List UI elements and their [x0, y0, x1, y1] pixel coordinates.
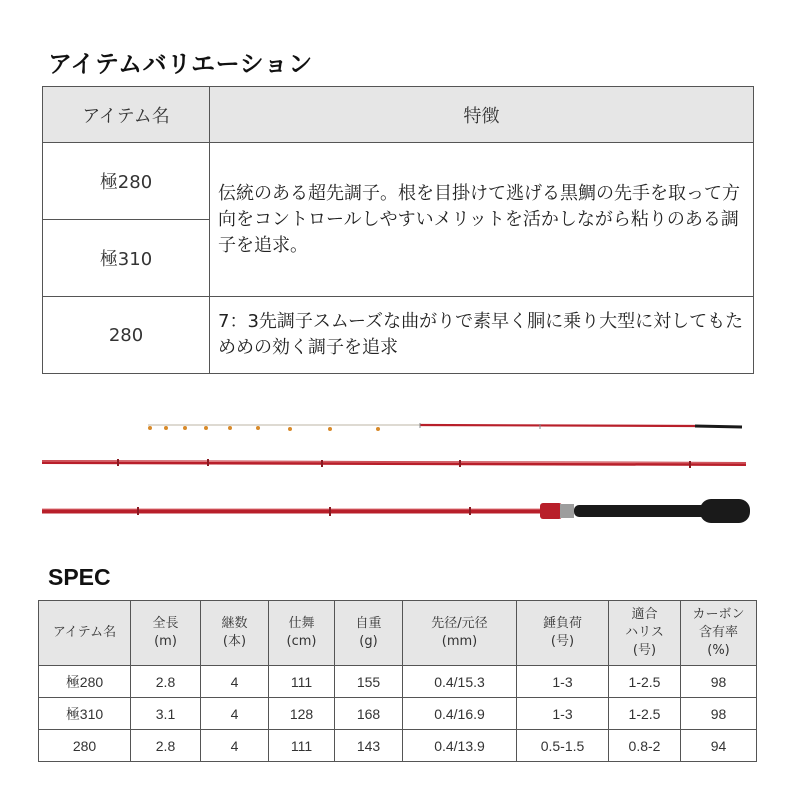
spec-header-row: [39, 601, 757, 666]
spec-cell: 98: [681, 666, 757, 698]
rod-tip-section: [148, 423, 742, 431]
variation-heading: アイテムバリエーション: [48, 50, 313, 78]
variation-row: [43, 143, 754, 220]
spec-cell: 0.4/16.9: [403, 698, 517, 730]
spec-header-closed-length: 仕舞 (cm): [269, 601, 335, 666]
item-name-header: アイテム名: [43, 87, 210, 143]
spec-cell: 0.8-2: [609, 730, 681, 762]
feature-header: 特徴: [210, 87, 754, 143]
variation-row: [43, 297, 754, 374]
spec-cell: 1-3: [517, 666, 609, 698]
variation-item-name: 極310: [43, 220, 210, 297]
spec-cell: 98: [681, 698, 757, 730]
variation-table: [42, 86, 754, 374]
spec-header-item-name: アイテム名: [39, 601, 131, 666]
spec-cell: 極310: [39, 698, 131, 730]
spec-cell: 1-2.5: [609, 698, 681, 730]
spec-cell: 168: [335, 698, 403, 730]
variation-feature-text: 7：3先調子スムーズな曲がりで素早く胴に乗り大型に対してもためめの効く調子を追求: [210, 297, 754, 374]
spec-header-diameter: 先径/元径 (mm): [403, 601, 517, 666]
variation-item-name: 280: [43, 297, 210, 374]
spec-row: [39, 666, 757, 698]
spec-cell: 0.4/13.9: [403, 730, 517, 762]
spec-header-weight: 自重 (g): [335, 601, 403, 666]
spec-header-carbon: カーボン 含有率 (%): [681, 601, 757, 666]
spec-row: [39, 730, 757, 762]
spec-header-leader: 適合 ハリス (号): [609, 601, 681, 666]
spec-cell: 128: [269, 698, 335, 730]
variation-feature-text: 伝統のある超先調子。根を目掛けて逃げる黒鯛の先手を取って方向をコントロールしやすいメリットを活かしながら粘りのある調子を追求。: [210, 143, 754, 297]
spec-cell: 0.5-1.5: [517, 730, 609, 762]
spec-cell: 111: [269, 730, 335, 762]
spec-cell: 2.8: [131, 730, 201, 762]
spec-cell: 143: [335, 730, 403, 762]
spec-cell: 0.4/15.3: [403, 666, 517, 698]
spec-cell: 3.1: [131, 698, 201, 730]
spec-cell: 155: [335, 666, 403, 698]
spec-cell: 1-3: [517, 698, 609, 730]
spec-cell: 94: [681, 730, 757, 762]
spec-cell: 極280: [39, 666, 131, 698]
spec-row: [39, 698, 757, 730]
spec-header-sections: 継数 (本): [201, 601, 269, 666]
variation-item-name: 極280: [43, 143, 210, 220]
rod-middle-section: [42, 459, 746, 468]
spec-cell: 2.8: [131, 666, 201, 698]
spec-cell: 280: [39, 730, 131, 762]
variation-header-row: [43, 87, 754, 143]
spec-header-length: 全長 (m): [131, 601, 201, 666]
spec-heading: SPEC: [48, 564, 111, 590]
spec-cell: 4: [201, 698, 269, 730]
spec-header-sinker-load: 錘負荷 (号): [517, 601, 609, 666]
spec-cell: 1-2.5: [609, 666, 681, 698]
spec-cell: 4: [201, 666, 269, 698]
spec-cell: 111: [269, 666, 335, 698]
rod-illustration: [0, 405, 800, 535]
spec-cell: 4: [201, 730, 269, 762]
spec-table: [38, 600, 757, 762]
rod-butt-section: [42, 499, 750, 523]
